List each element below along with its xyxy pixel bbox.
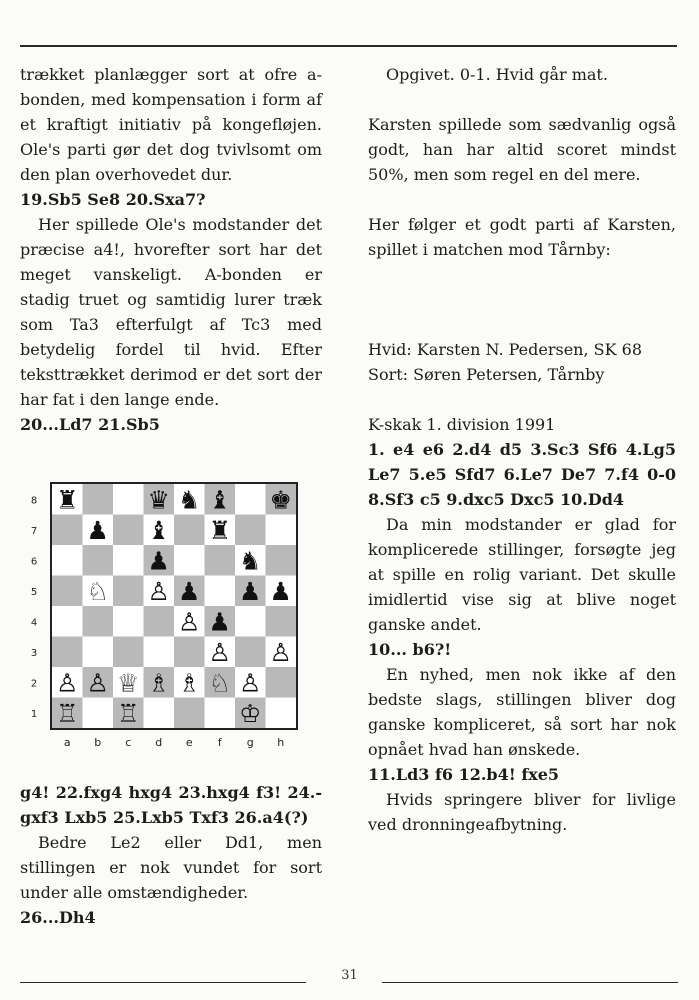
move-line-1: 19.Sb5 Se8 20.Sxa7? [20, 190, 206, 209]
piece-f3: ♙ [208, 637, 231, 667]
move-line-6: 11.Ld3 f6 12.b4! fxe5 [368, 765, 560, 784]
square-a4 [52, 606, 83, 637]
file-label: d [155, 736, 163, 749]
piece-a1: ♖ [56, 698, 79, 728]
piece-d5: ♙ [147, 576, 170, 606]
left-column [20, 62, 322, 437]
piece-a8: ♜ [56, 485, 79, 515]
piece-d7: ♝ [147, 515, 170, 545]
square-f5 [205, 576, 236, 607]
square-b1 [83, 698, 114, 729]
square-d3 [144, 637, 175, 668]
left-paragraph-2: Her spillede Ole's modstander det præcise a4!, hvorefter sort har det meget vanskeligt. A-bonden er stadig truet og samtidig lurer træk som Ta3 efterfulgt af Tc3 med betydelig fordel til hvid. Efter teksttrækket derimod er det sort der har fat i den lange ende. [20, 215, 322, 409]
piece-b7: ♟ [86, 515, 109, 545]
right-paragraph-6: Hvids springere bliver for livlige ved dronningeafbytning. [368, 790, 676, 834]
opening-moves: 1. e4 e6 2.d4 d5 3.Sc3 Sf6 4.Lg5 Le7 5.e5 Sfd7 6.Le7 De7 7.f4 0-0 8.Sf3 c5 9.dxc5 Dxc5 10.Dd4 [368, 440, 676, 509]
rank-label: 4 [30, 617, 38, 629]
piece-e4: ♙ [178, 607, 201, 637]
square-g8 [235, 484, 266, 515]
right-paragraph-3: Her følger et godt parti af Karsten, spillet i matchen mod Tårnby: [368, 215, 676, 259]
square-c7 [113, 515, 144, 546]
file-label: h [277, 736, 285, 749]
square-a3 [52, 637, 83, 668]
move-line-2: 20...Ld7 21.Sb5 [20, 415, 160, 434]
top-rule [20, 45, 677, 47]
right-paragraph-4: Da min modstander er glad for komplicerede stillinger, forsøgte jeg at spille en rolig variant. Det skulle imidlertid vise sig at blive noget ganske andet. [368, 515, 676, 634]
piece-h8: ♚ [269, 485, 292, 515]
move-line-4: 26...Dh4 [20, 908, 96, 927]
piece-f7: ♜ [208, 515, 231, 545]
event-line: K-skak 1. division 1991 [368, 415, 556, 434]
rank-label: 1 [30, 708, 38, 720]
piece-h3: ♙ [269, 637, 292, 667]
piece-b2: ♙ [86, 668, 109, 698]
square-d1 [144, 698, 175, 729]
left-column-lower [20, 780, 322, 930]
square-b6 [83, 545, 114, 576]
square-c6 [113, 545, 144, 576]
piece-f8: ♝ [208, 485, 231, 515]
left-paragraph-1: trækket planlægger sort at ofre a-bonden, med kompensation i form af et kraftigt initiativ på kongefløjen. Ole's parti gør det dog tvivlsomt om den plan overhovedet dur. [20, 65, 322, 184]
square-a5 [52, 576, 83, 607]
square-h7 [266, 515, 297, 546]
file-label: e [185, 736, 193, 749]
piece-d6: ♟ [147, 546, 170, 576]
square-b8 [83, 484, 114, 515]
piece-f2: ♘ [208, 668, 231, 698]
move-line-3: g4! 22.fxg4 hxg4 23.hxg4 f3! 24.-gxf3 Lxb5 25.Lxb5 Txf3 26.a4(?) [20, 783, 322, 827]
piece-h5: ♟ [269, 576, 292, 606]
piece-e2: ♗ [178, 668, 201, 698]
right-paragraph-2: Karsten spillede som sædvanlig også godt, han har altid scoret mindst 50%, men som regel en del mere. [368, 115, 676, 184]
move-line-5: 10... b6?! [368, 640, 452, 659]
piece-g5: ♟ [239, 576, 262, 606]
square-a6 [52, 545, 83, 576]
piece-f4: ♟ [208, 607, 231, 637]
black-player: Sort: Søren Petersen, Tårnby [368, 365, 605, 384]
square-e6 [174, 545, 205, 576]
square-d4 [144, 606, 175, 637]
square-f1 [205, 698, 236, 729]
piece-e5: ♟ [178, 576, 201, 606]
square-g7 [235, 515, 266, 546]
square-c8 [113, 484, 144, 515]
square-c4 [113, 606, 144, 637]
file-label: g [246, 736, 254, 749]
square-g4 [235, 606, 266, 637]
left-paragraph-3: Bedre Le2 eller Dd1, men stillingen er nok vundet for sort under alle omstændigheder. [20, 833, 322, 902]
square-b4 [83, 606, 114, 637]
piece-b5: ♘ [86, 576, 109, 606]
bottom-rule-right [382, 982, 678, 983]
square-e7 [174, 515, 205, 546]
rank-label: 5 [30, 586, 38, 598]
right-paragraph-5: En nyhed, men nok ikke af den bedste slags, stillingen bliver dog ganske kompliceret, så sort har nok opnået hvad han ønskede. [368, 665, 676, 759]
chess-diagram [24, 478, 304, 766]
square-b3 [83, 637, 114, 668]
file-label: f [217, 736, 222, 749]
square-c5 [113, 576, 144, 607]
rank-label: 3 [30, 647, 38, 659]
piece-e8: ♞ [178, 485, 201, 515]
piece-g1: ♔ [239, 698, 262, 728]
square-h2 [266, 667, 297, 698]
page-number: 31 [341, 968, 358, 983]
piece-g6: ♞ [239, 546, 262, 576]
rank-label: 2 [30, 678, 38, 690]
square-e3 [174, 637, 205, 668]
white-player: Hvid: Karsten N. Pedersen, SK 68 [368, 340, 643, 359]
square-f6 [205, 545, 236, 576]
piece-c2: ♕ [117, 668, 140, 698]
piece-g2: ♙ [239, 668, 262, 698]
piece-d8: ♛ [147, 485, 170, 515]
file-label: b [94, 736, 102, 749]
square-h4 [266, 606, 297, 637]
rank-label: 6 [30, 556, 38, 568]
square-h1 [266, 698, 297, 729]
piece-d2: ♗ [147, 668, 170, 698]
right-column [368, 62, 676, 837]
rank-label: 7 [30, 525, 38, 537]
square-h6 [266, 545, 297, 576]
square-c3 [113, 637, 144, 668]
file-label: a [63, 736, 71, 749]
right-paragraph-1: Opgivet. 0-1. Hvid går mat. [386, 65, 608, 84]
piece-a2: ♙ [56, 668, 79, 698]
square-a7 [52, 515, 83, 546]
chess-board-svg [24, 478, 304, 762]
rank-label: 8 [30, 495, 38, 507]
piece-c1: ♖ [117, 698, 140, 728]
square-g3 [235, 637, 266, 668]
square-e1 [174, 698, 205, 729]
file-label: c [125, 736, 132, 749]
